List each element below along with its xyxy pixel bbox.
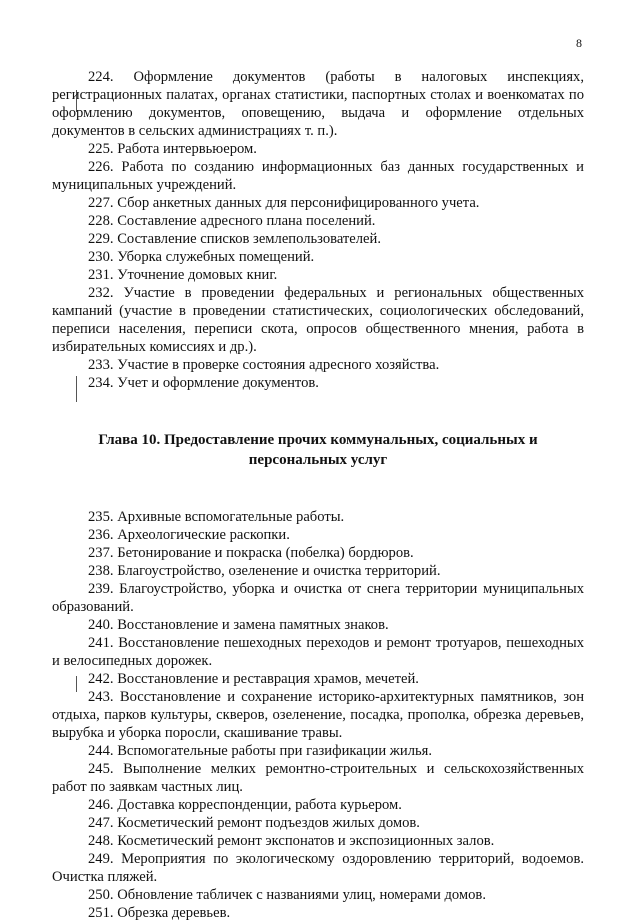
list-item: 231. Уточнение домовых книг. bbox=[88, 267, 278, 283]
list-item: 236. Археологические раскопки. bbox=[88, 527, 290, 543]
list-item: 250. Обновление табличек с названиями улиц, номерами домов. bbox=[88, 887, 486, 903]
list-item: 229. Составление списков землепользователей. bbox=[88, 231, 381, 247]
list-item: 244. Вспомогательные работы при газификации жилья. bbox=[88, 743, 433, 759]
list-item: 235. Архивные вспомогательные работы. bbox=[88, 509, 345, 525]
list-item: 224. Оформление документов (работы в налоговых инспекциях, регистрационных палатах, органах статистики, паспортных столах и военкоматах по оформлению документов, оповещению, выдача и оформление отдельных документов в сельских администрациях т. п.). bbox=[52, 69, 584, 139]
list-item: 225. Работа интервьюером. bbox=[88, 141, 257, 157]
list-item: 251. Обрезка деревьев. bbox=[88, 905, 231, 921]
list-item: 246. Доставка корреспонденции, работа курьером. bbox=[88, 797, 402, 813]
list-item: 240. Восстановление и замена памятных знаков. bbox=[88, 617, 389, 633]
list-item: 245. Выполнение мелких ремонтно-строительных и сельскохозяйственных работ по заявкам частных лиц. bbox=[52, 761, 584, 795]
list-item: 227. Сбор анкетных данных для персонифицированного учета. bbox=[88, 195, 480, 211]
list-item: 247. Косметический ремонт подъездов жилых домов. bbox=[88, 815, 420, 831]
list-item: 232. Участие в проведении федеральных и региональных общественных кампаний (участие в проведении статистических, социологических обследований, переписи населения, переписи скота, опросов общественного мнения, работа в избирательных комиссиях и др.). bbox=[52, 285, 584, 355]
list-item: 249. Мероприятия по экологическому оздоровлению территорий, водоемов. Очистка пляжей. bbox=[52, 851, 584, 885]
list-item: 239. Благоустройство, уборка и очистка от снега территории муниципальных образований. bbox=[52, 581, 584, 615]
list-item: 243. Восстановление и сохранение историко-архитектурных памятников, зон отдыха, парков культуры, скверов, озеленение, посадка, прополка, обрезка деревьев, вырубка и уборка поросли, скашивание травы. bbox=[52, 689, 584, 741]
list-item: 233. Участие в проверке состояния адресного хозяйства. bbox=[88, 357, 440, 373]
list-item: 226. Работа по созданию информационных баз данных государственных и муниципальных учреждений. bbox=[52, 159, 584, 193]
page-number: 8 bbox=[576, 36, 582, 50]
list-item: 228. Составление адресного плана поселений. bbox=[88, 213, 376, 229]
list-section-after bbox=[52, 508, 584, 922]
list-item: 237. Бетонирование и покраска (побелка) бордюров. bbox=[88, 545, 414, 561]
document-body bbox=[52, 68, 584, 922]
list-item: 234. Учет и оформление документов. bbox=[88, 375, 319, 391]
list-item: 241. Восстановление пешеходных переходов и ремонт тротуаров, пешеходных и велосипедных дорожек. bbox=[52, 635, 584, 669]
list-section-before bbox=[52, 68, 584, 392]
list-item: 230. Уборка служебных помещений. bbox=[88, 249, 315, 265]
list-item: 242. Восстановление и реставрация храмов, мечетей. bbox=[88, 671, 419, 687]
chapter-title: Глава 10. Предоставление прочих коммунальных, социальных и персональных услуг bbox=[98, 432, 538, 468]
list-item: 248. Косметический ремонт экспонатов и экспозиционных залов. bbox=[88, 833, 495, 849]
list-item: 238. Благоустройство, озеленение и очистка территорий. bbox=[88, 563, 441, 579]
